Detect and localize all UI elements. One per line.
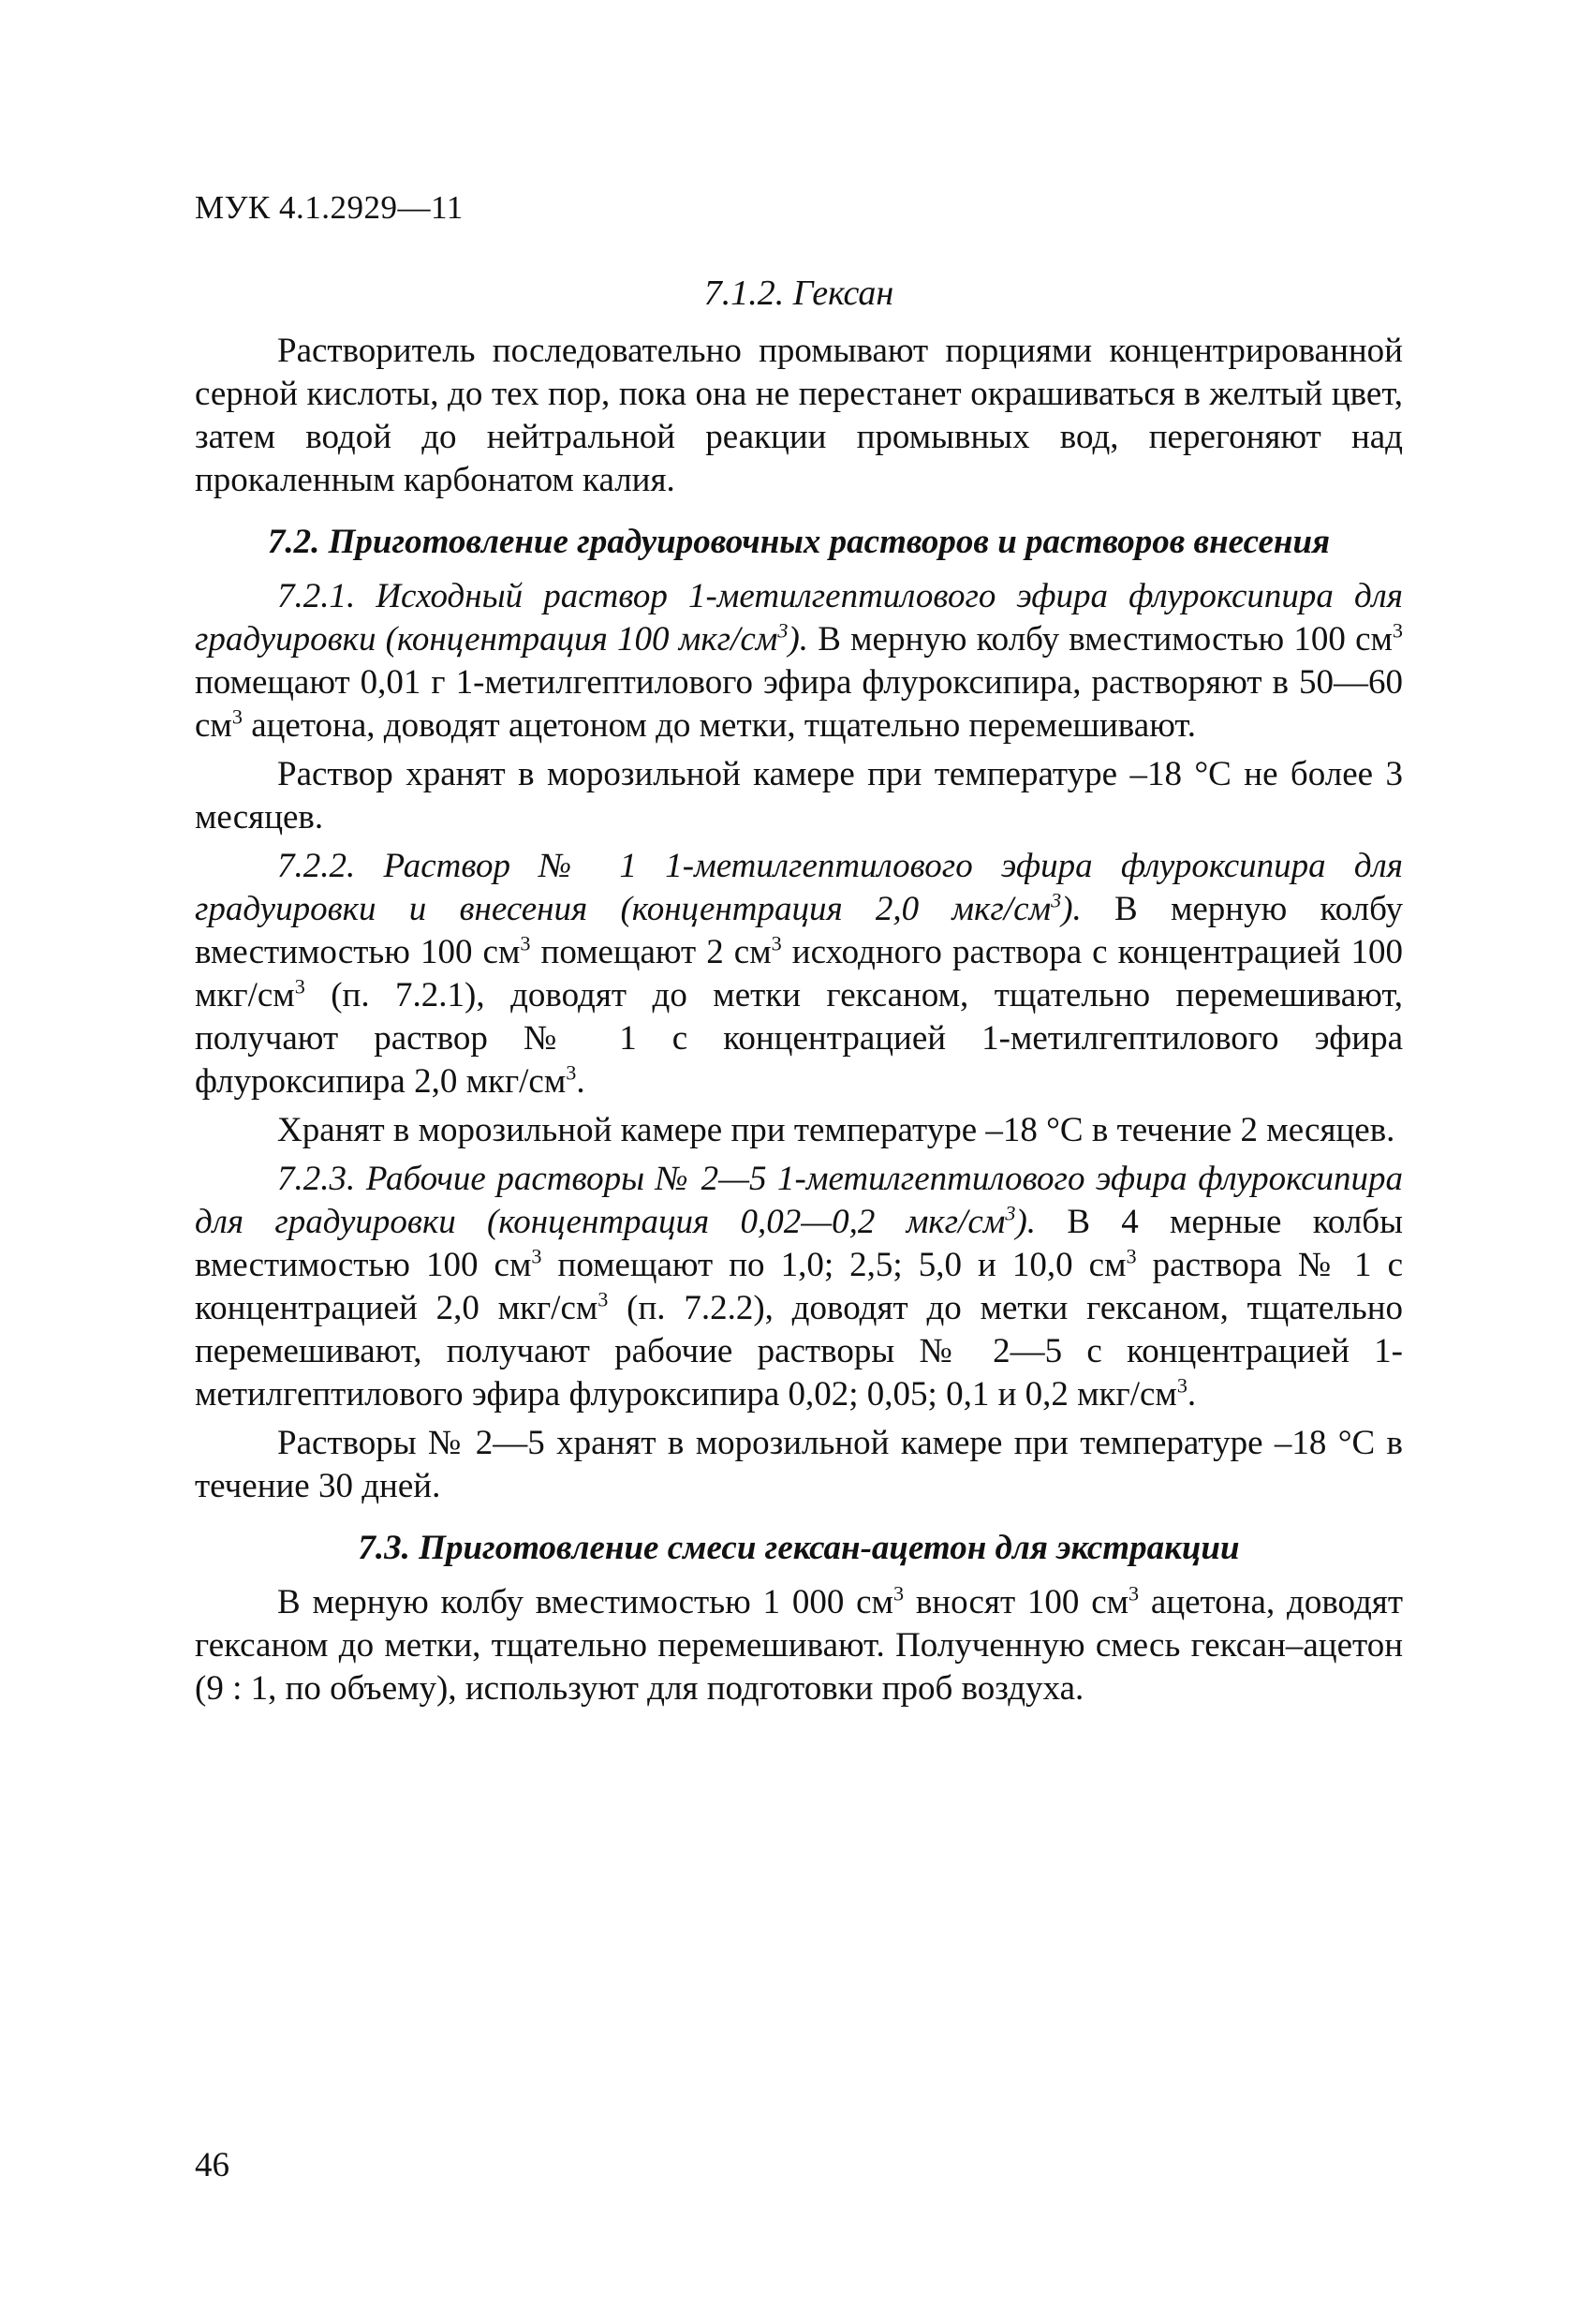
paragraph-7-2-3-storage: Растворы № 2—5 хранят в морозильной камере при температуре –18 °С в течение 30 дней. xyxy=(195,1424,1403,1505)
subsection-heading-7-1-2: 7.1.2. Гексан xyxy=(703,274,894,313)
page-header: МУК 4.1.2929—11 xyxy=(195,189,464,226)
section-title-7-3: 7.3. Приготовление смеси гексан-ацетон для экстракции xyxy=(358,1529,1240,1567)
paragraph-7-2-3: 7.2.3. Рабочие растворы № 2—5 1-метилгептилового эфира флуроксипира для градуировки (концентрация 0,02—0,2 мкг/$см^3$). В 4 мерные колбы вместимостью 100 $см^3$ помещают по 1,0; 2,5; 5,0 и 10,0 $см^3$ раствора № 1 с концентрацией 2,0 мкг/$см^3$ (п. 7.2.2), доводят до метки гексаном, тщательно перемешивают, получают рабочие растворы № 2—5 с концентрацией 1-метилгептилового эфира флуроксипира 0,02; 0,05; 0,1 и 0,2 мкг/$см^3$. xyxy=(195,1160,1403,1414)
paragraph-hexane-purification: Растворитель последовательно промывают порциями концентрированной серной кислоты, до тех пор, пока она не перестанет окрашиваться в желтый цвет, затем водой до нейтральной реакции промывных вод, перегоняют над прокаленным карбонатом калия. xyxy=(195,332,1403,499)
paragraph-7-2-2-storage: Хранят в морозильной камере при температуре –18 °С в течение 2 месяцев. xyxy=(277,1111,1395,1149)
section-title-7-2: 7.2. Приготовление градуировочных растворов и растворов внесения xyxy=(267,523,1331,561)
paragraph-7-2-2-heading: 7.2.2. Раствор № 1 1-метилгептилового эфира флуроксипира для градуировки и внесения (концентрация 2,0 мкг/$см^3$). xyxy=(195,847,1403,928)
document-body xyxy=(195,272,1403,1716)
paragraph-7-2-1-heading: 7.2.1. Исходный раствор 1-метилгептилового эфира флуроксипира для градуировки (концентрация 100 мкг/$см^3$). xyxy=(195,577,1403,659)
paragraph-7-2-1-storage: Раствор хранят в морозильной камере при температуре –18 °С не более 3 месяцев. xyxy=(195,755,1403,836)
page-number: 46 xyxy=(195,2146,229,2184)
paragraph-7-3: В мерную колбу вместимостью 1 000 $см^3$ вносят 100 $см^3$ ацетона, доводят гексаном до метки, тщательно перемешивают. Полученную смесь гексан–ацетон (9 : 1, по объему), используют для подготовки проб воздуха. xyxy=(195,1581,1403,1708)
paragraph-7-2-1: 7.2.1. Исходный раствор 1-метилгептилового эфира флуроксипира для градуировки (концентрация 100 мкг/$см^3$). В мерную колбу вместимостью 100 $см^3$ помещают 0,01 г 1-метилгептилового эфира флуроксипира, растворяют в 50—60 $см^3$ ацетона, доводят ацетоном до метки, тщательно перемешивают. xyxy=(195,577,1403,745)
paragraph-7-2-2: 7.2.2. Раствор № 1 1-метилгептилового эфира флуроксипира для градуировки и внесения (концентрация 2,0 мкг/$см^3$). В мерную колбу вместимостью 100 $см^3$ помещают 2 $см^3$ исходного раствора с концентрацией 100 мкг/$см^3$ (п. 7.2.1), доводят до метки гексаном, тщательно перемешивают, получают раствор № 1 с концентрацией 1-метилгептилового эфира флуроксипира 2,0 мкг/$см^3$. xyxy=(195,847,1403,1101)
paragraph-7-2-3-heading: 7.2.3. Рабочие растворы № 2—5 1-метилгептилового эфира флуроксипира для градуировки (концентрация 0,02—0,2 мкг/$см^3$). xyxy=(195,1160,1403,1241)
